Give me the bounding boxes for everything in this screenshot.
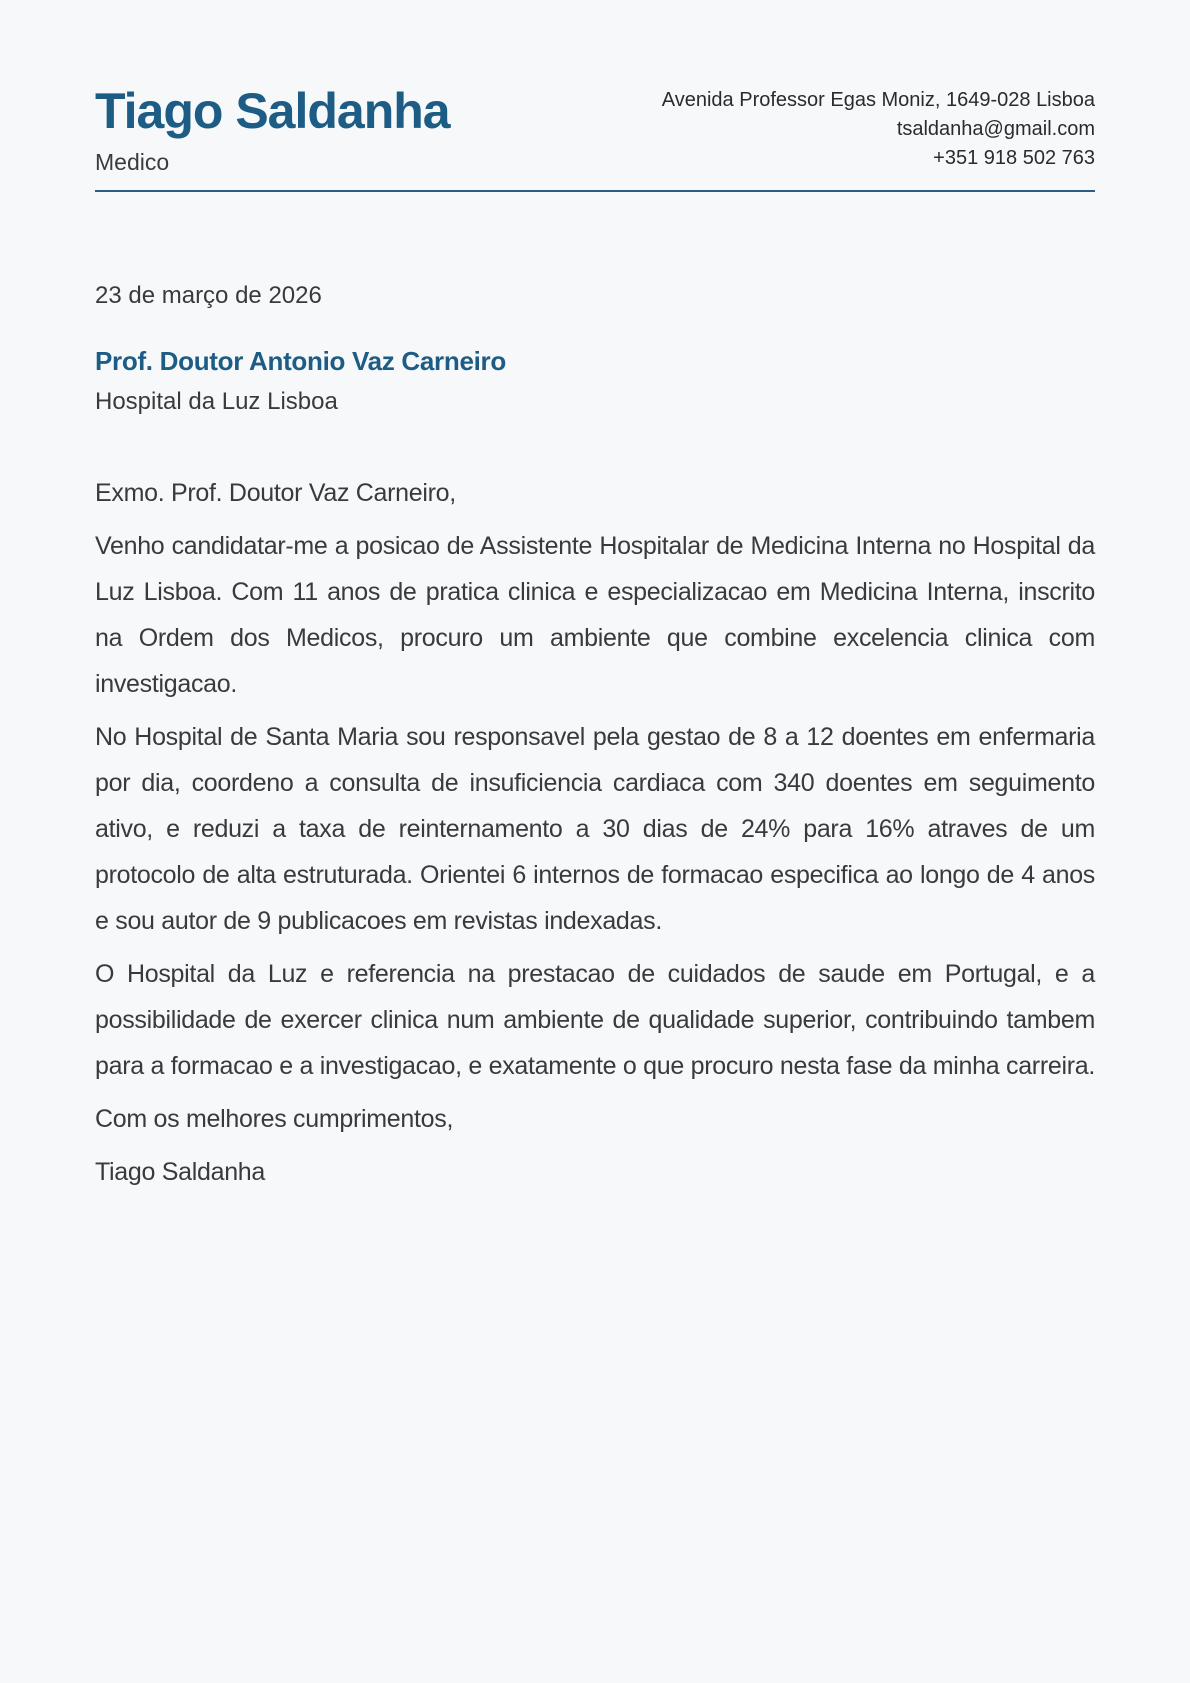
body-paragraph: Venho candidatar-me a posicao de Assistente Hospitalar de Medicina Interna no Hospital da Luz Lisboa. Com 11 anos de pratica clinica e especializacao em Medicina Interna, inscrito na Ordem dos Medicos, procuro um ambiente que combine excelencia clinica com investigacao. [95,532,1095,698]
letter-date: 23 de março de 2026 [95,282,322,309]
letter-header [95,82,1095,176]
sender-name: Tiago Saldanha [95,83,450,139]
body-paragraph: O Hospital da Luz e referencia na prestacao de cuidados de saude em Portugal, e a possibilidade de exercer clinica num ambiente de qualidade superior, contribuindo tambem para a formacao e a investigacao, e exatamente o que procuro nesta fase da minha carreira. [95,960,1095,1080]
sender-address: Avenida Professor Egas Moniz, 1649-028 Lisboa [661,89,1095,111]
recipient-organization: Hospital da Luz Lisboa [95,388,338,415]
sender-role: Medico [95,149,170,175]
sender-email: tsaldanha@gmail.com [896,118,1095,140]
closing-line: Com os melhores cumprimentos, [95,1105,454,1133]
letter-body [95,470,1095,1195]
signature-name: Tiago Saldanha [95,1158,266,1186]
recipient-name: Prof. Doutor Antonio Vaz Carneiro [95,346,506,376]
body-paragraph: No Hospital de Santa Maria sou responsavel pela gestao de 8 a 12 doentes em enfermaria por dia, coordeno a consulta de insuficiencia cardiaca com 340 doentes em seguimento ativo, e reduzi a taxa de reinternamento a 30 dias de 24% para 16% atraves de um protocolo de alta estruturada. Orientei 6 internos de formacao especifica ao longo de 4 anos e sou autor de 9 publicacoes em revistas indexadas. [95,723,1095,935]
sender-phone: +351 918 502 763 [933,147,1095,169]
header-divider [95,190,1095,192]
salutation: Exmo. Prof. Doutor Vaz Carneiro, [95,479,456,507]
sender-identity [95,82,450,176]
sender-contact-block [662,82,1095,173]
